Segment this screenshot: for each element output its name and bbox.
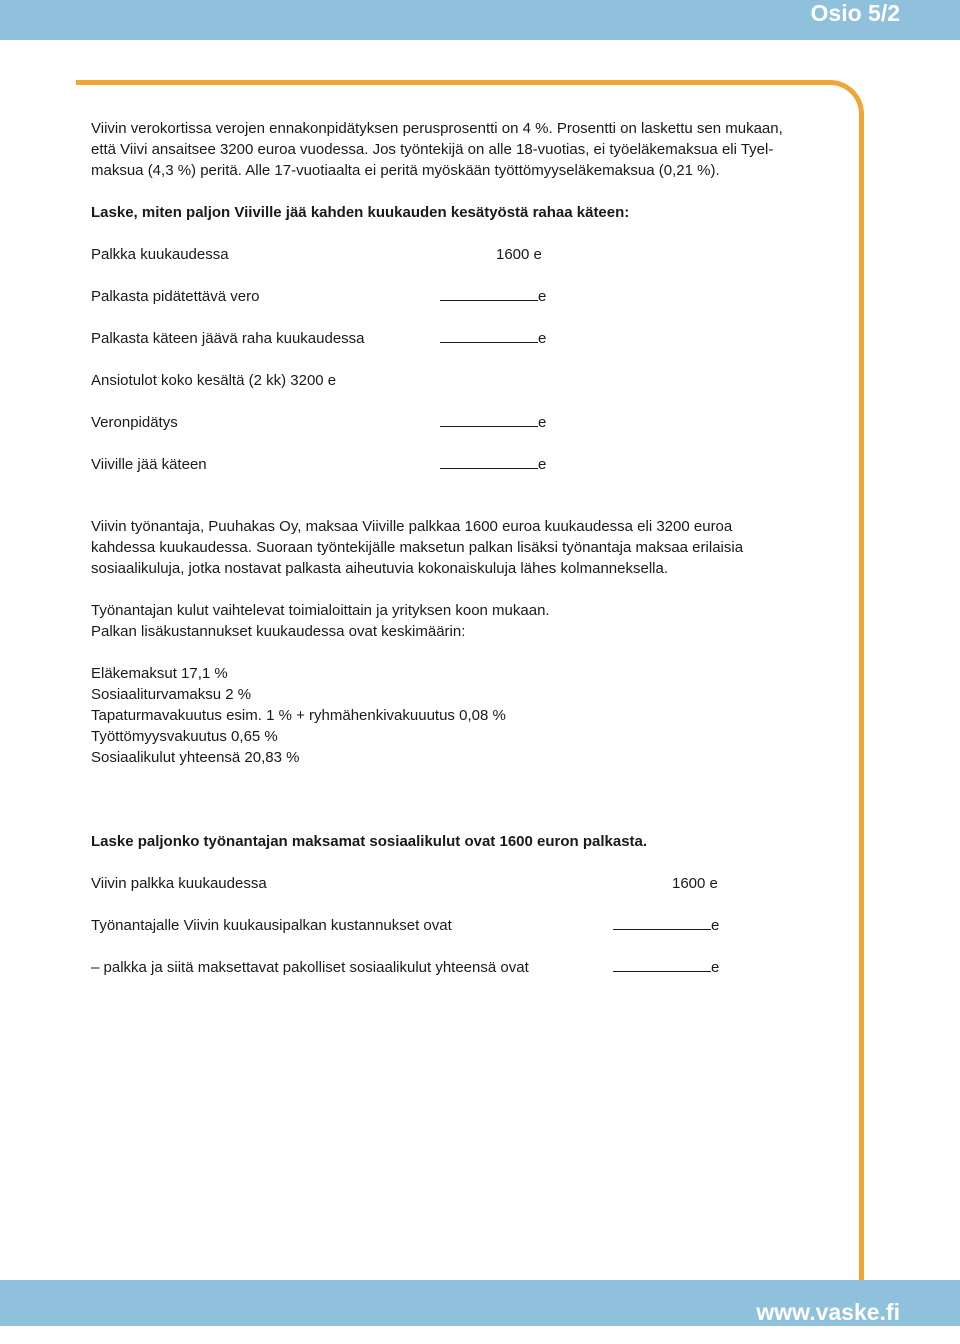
task2-cost-answer-field[interactable] xyxy=(613,915,719,936)
cost-item: Sosiaalikulut yhteensä 20,83 % xyxy=(91,749,300,766)
answer-blank[interactable] xyxy=(440,286,538,301)
cost-item: Eläkemaksut 17,1 % xyxy=(91,665,228,682)
salary-label: Palkka kuukaudessa xyxy=(91,246,229,263)
tax-label: Palkasta pidätettävä vero xyxy=(91,288,260,305)
withholding-answer-field[interactable] xyxy=(440,412,546,433)
answer-blank[interactable] xyxy=(613,915,711,930)
cost-item: Työttömyysvakuutus 0,65 % xyxy=(91,728,278,745)
unit-label: e xyxy=(538,330,547,347)
employer-line-3: sosiaalikuluja, jotka nostavat palkasta aiheutuvia kokonaiskuluja lähes kolmanneksella. xyxy=(91,560,669,577)
task1-heading: Laske, miten paljon Viiville jää kahden kuukauden kesätyöstä rahaa käteen: xyxy=(91,204,630,221)
cost-item: Sosiaaliturvamaksu 2 % xyxy=(91,686,252,703)
withholding-label: Veronpidätys xyxy=(91,414,178,431)
answer-blank[interactable] xyxy=(440,412,538,427)
section-label: Osio 5/2 xyxy=(810,0,900,26)
summer-income: Ansiotulot koko kesältä (2 kk) 3200 e xyxy=(91,372,337,389)
answer-blank[interactable] xyxy=(613,957,711,972)
intro-line-3: maksua (4,3 %) peritä. Alle 17-vuotiaalta ei peritä myöskään työttömyyseläkemaksua (0,21 %). xyxy=(91,162,720,179)
footer-url[interactable]: www.vaske.fi xyxy=(756,1299,900,1325)
unit-label: e xyxy=(711,959,720,976)
task2-salary-label: Viivin palkka kuukaudessa xyxy=(91,875,267,892)
net-label: Palkasta käteen jäävä raha kuukaudessa xyxy=(91,330,365,347)
task2-cost-label: Työnantajalle Viivin kuukausipalkan kustannukset ovat xyxy=(91,917,452,934)
tax-answer-field[interactable] xyxy=(440,286,546,307)
unit-label: e xyxy=(711,917,720,934)
remaining-answer-field[interactable] xyxy=(440,454,546,475)
employer-note-2: Palkan lisäkustannukset kuukaudessa ovat keskimäärin: xyxy=(91,623,466,640)
employer-note-1: Työnantajan kulut vaihtelevat toimialoittain ja yrityksen koon mukaan. xyxy=(91,602,550,619)
intro-line-1: Viivin verokortissa verojen ennakonpidätyksen perusprosentti on 4 %. Prosentti on laskettu sen mukaan, xyxy=(91,120,783,137)
task2-heading: Laske paljonko työnantajan maksamat sosiaalikulut ovat 1600 euron palkasta. xyxy=(91,833,648,850)
intro-line-2: että Viivi ansaitsee 3200 euroa vuodessa. Jos työntekijä on alle 18-vuotias, ei työeläkemaksua eli Tyel- xyxy=(91,141,774,158)
task2-total-answer-field[interactable] xyxy=(613,957,719,978)
employer-line-1: Viivin työnantaja, Puuhakas Oy, maksaa Viiville palkkaa 1600 euroa kuukaudessa eli 3200 euroa xyxy=(91,518,733,535)
cost-item: Tapaturmavakuutus esim. 1 % + ryhmähenkivakuuutus 0,08 % xyxy=(91,707,506,724)
remaining-label: Viiville jää käteen xyxy=(91,456,207,473)
task2-total-label: – palkka ja siitä maksettavat pakolliset sosiaalikulut yhteensä ovat xyxy=(91,959,529,976)
answer-blank[interactable] xyxy=(440,454,538,469)
unit-label: e xyxy=(538,288,547,305)
unit-label: e xyxy=(538,414,547,431)
answer-blank[interactable] xyxy=(440,328,538,343)
task2-salary-value: 1600 e xyxy=(672,875,718,892)
salary-value: 1600 e xyxy=(496,246,542,263)
unit-label: e xyxy=(538,456,547,473)
net-answer-field[interactable] xyxy=(440,328,546,349)
employer-line-2: kahdessa kuukaudessa. Suoraan työntekijälle maksetun palkan lisäksi työnantaja maksaa erilaisia xyxy=(91,539,744,556)
